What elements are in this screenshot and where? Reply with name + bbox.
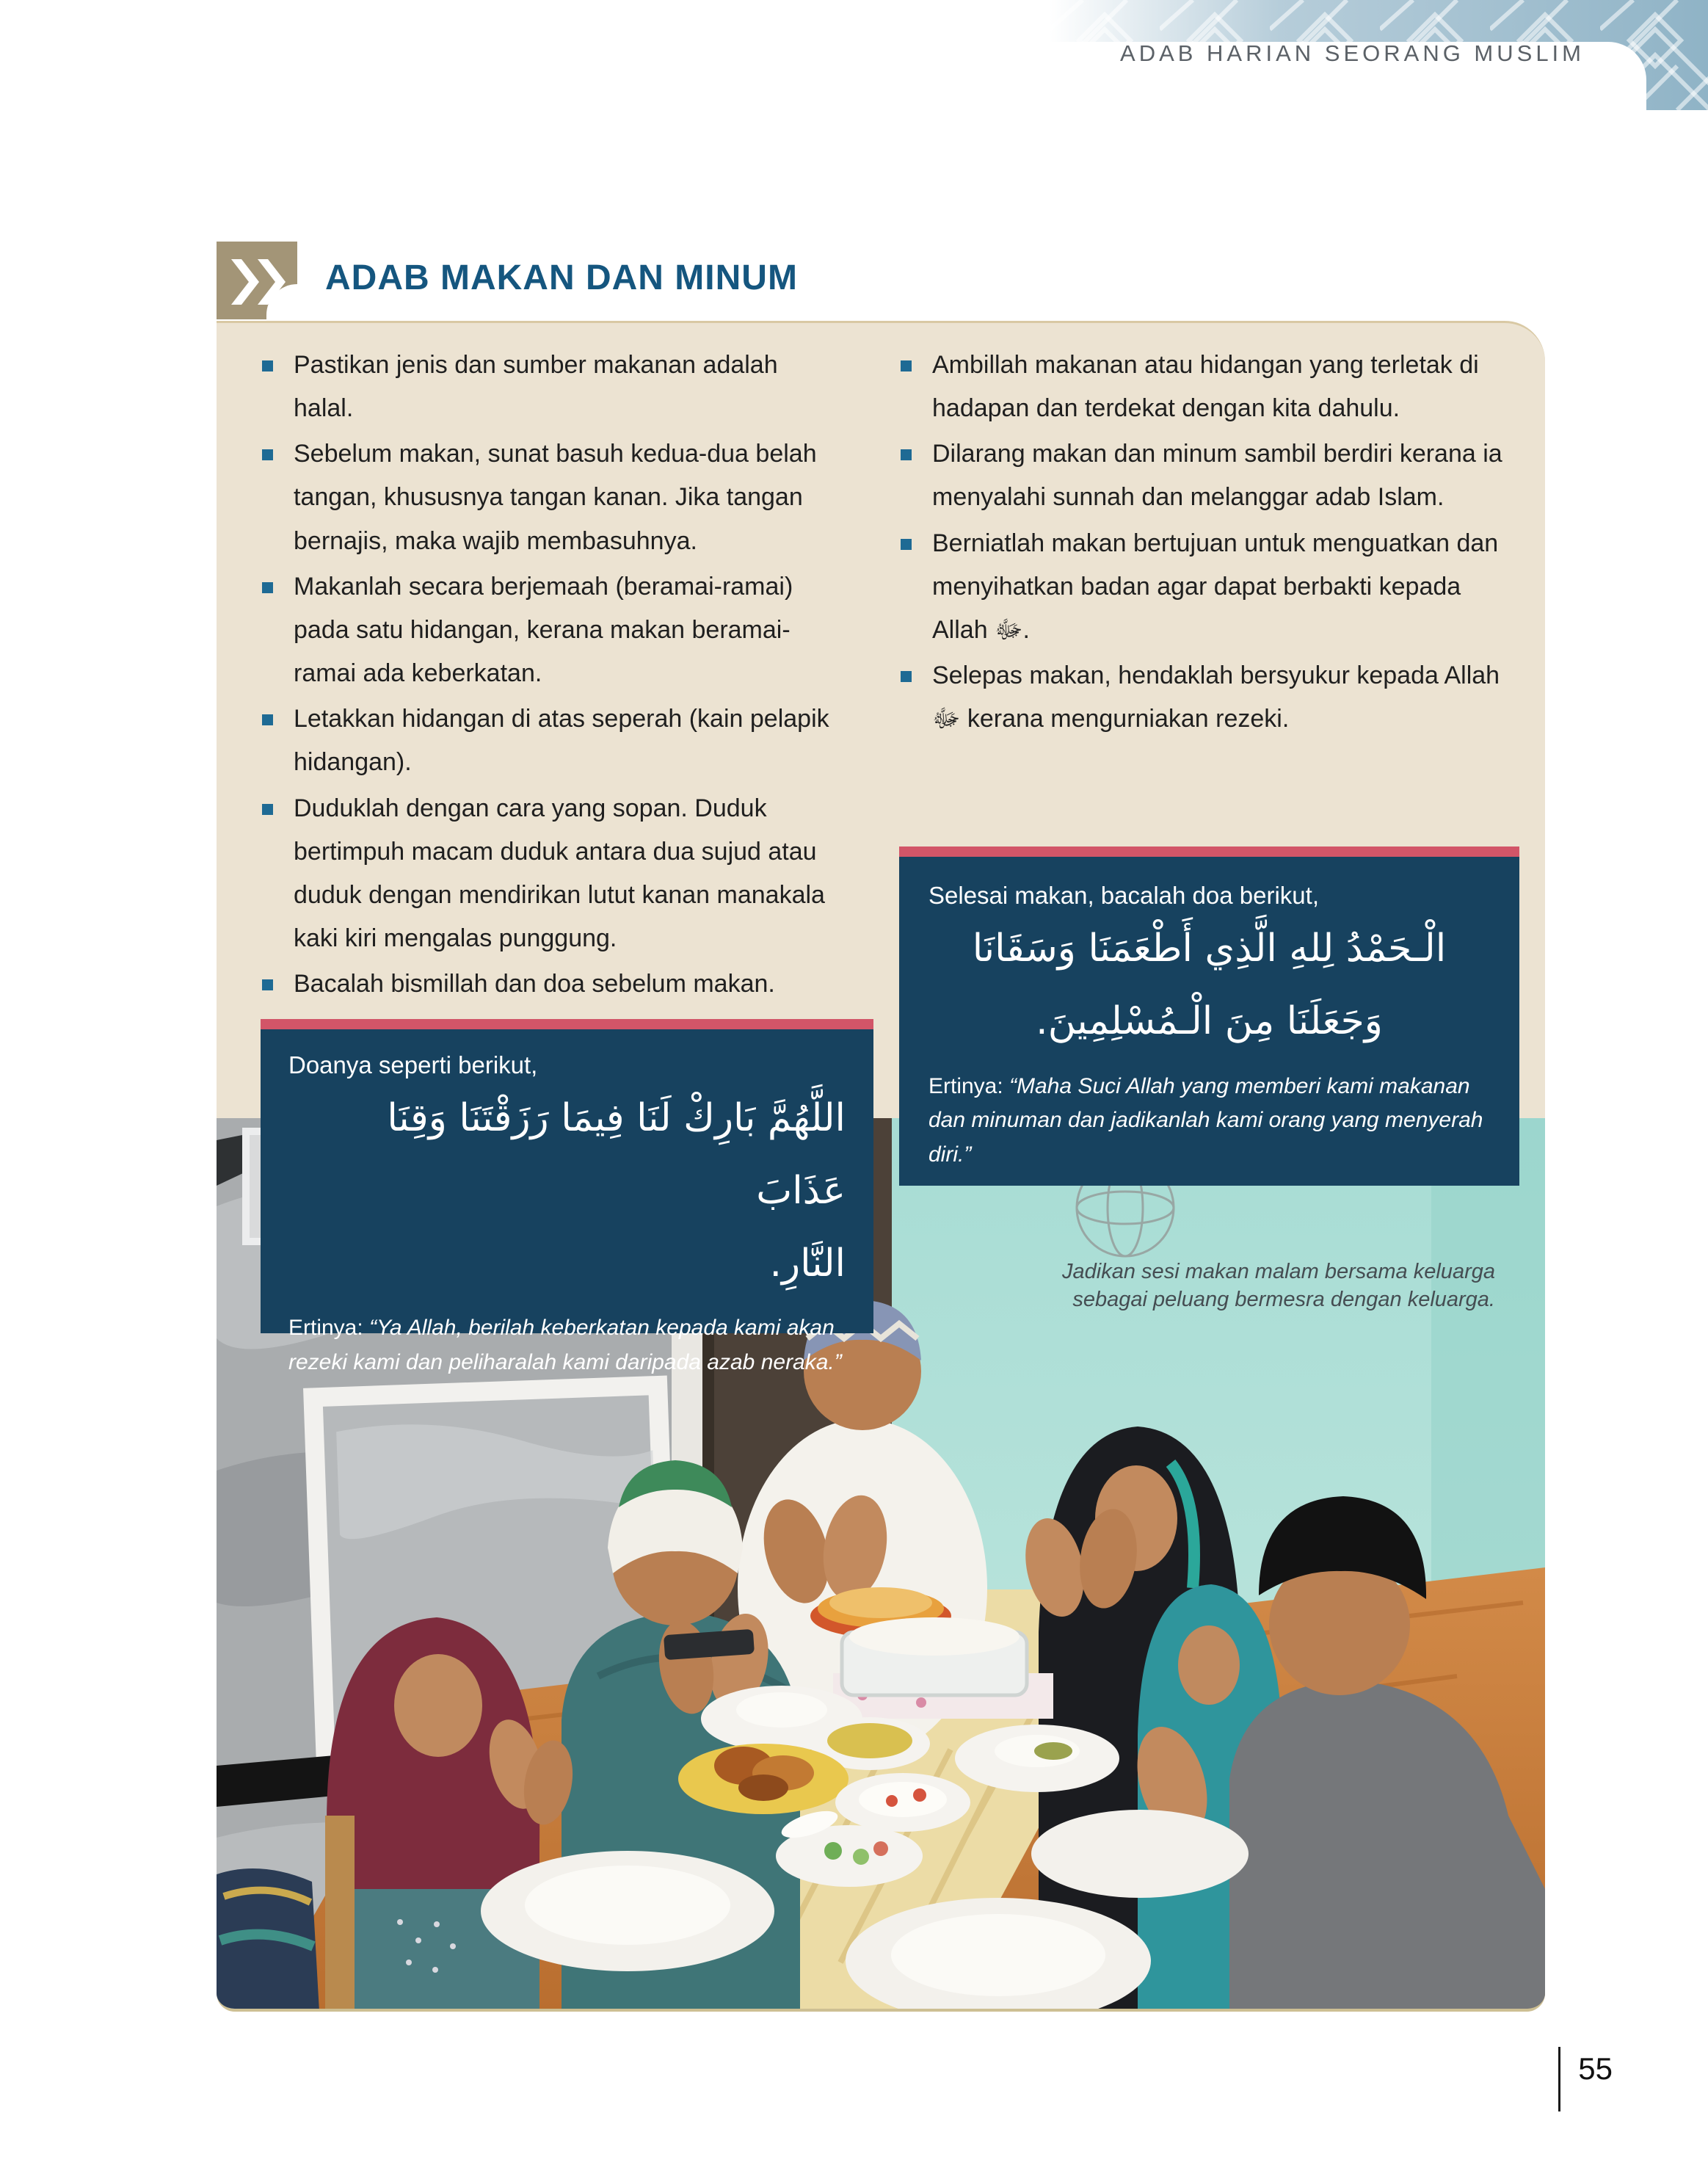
list-item: Sebelum makan, sunat basuh kedua-dua belah tangan, khususnya tangan kanan. Jika tangan bernajis, maka wajib membasuhnya.: [262, 432, 842, 562]
arabic-line: النَّارِ.: [769, 1241, 846, 1286]
dua-after-box: [899, 847, 1519, 1186]
page-number-block: [1558, 2047, 1613, 2111]
dua-after-arabic: [929, 913, 1490, 1058]
list-item: Selepas makan, hendaklah bersyukur kepada Allah ﷻ kerana mengurniakan rezeki.: [901, 654, 1502, 741]
photo-caption: Jadikan sesi makan malam bersama keluarga sebagai peluang bermesra dengan keluarga.: [1062, 1260, 1495, 1312]
dua-after-meaning: [929, 1070, 1490, 1172]
arabic-line: الْـحَمْدُ لِلهِ الَّذِي أَطْعَمَنَا وَسَقَانَا: [972, 927, 1447, 971]
list-item: Bacalah bismillah dan doa sebelum makan.: [262, 963, 842, 1006]
title-tab: [217, 242, 297, 319]
bullet-square-icon: [901, 360, 912, 371]
right-bullet-list: [901, 344, 1502, 743]
bullet-square-icon: [262, 714, 273, 725]
page-number: 55: [1578, 2051, 1613, 2086]
bullet-square-icon: [901, 671, 912, 682]
list-item: Pastikan jenis dan sumber makanan adalah halal.: [262, 344, 842, 430]
dua-before-arabic: [288, 1082, 846, 1299]
list-item: Duduklah dengan cara yang sopan. Duduk bertimpuh macam duduk antara dua sujud atau duduk dengan mendirikan lutut kanan manakala kaki kiri mengalas punggung.: [262, 787, 842, 961]
page-number-rule: [1558, 2047, 1560, 2111]
bullet-square-icon: [262, 979, 273, 990]
list-item: Dilarang makan dan minum sambil berdiri kerana ia menyalahi sunnah dan melanggar adab Islam.: [901, 432, 1502, 519]
bullet-square-icon: [901, 539, 912, 550]
list-item: Makanlah secara berjemaah (beramai-ramai) pada satu hidangan, kerana makan beramai-ramai ada keberkatan.: [262, 565, 842, 695]
meaning-quote: “Maha Suci Allah yang memberi kami makanan dan minuman dan jadikanlah kami orang yang menyerah diri.”: [929, 1073, 1483, 1167]
list-item: Ambillah makanan atau hidangan yang terletak di hadapan dan terdekat dengan kita dahulu.: [901, 344, 1502, 430]
dua-before-intro: Doanya seperti berikut,: [288, 1051, 538, 1078]
meaning-label: Ertinya:: [929, 1073, 1003, 1098]
bullet-square-icon: [262, 582, 273, 593]
dua-before-box: [261, 1019, 873, 1374]
meaning-quote: “Ya Allah, berilah keberkatan kepada kami akan rezeki kami dan peliharalah kami daripada azab neraka.”: [288, 1316, 842, 1374]
bullet-square-icon: [901, 449, 912, 460]
arabic-line: اللَّهُمَّ بَارِكْ لَنَا فِيمَا رَزَقْتَنَا وَقِنَا عَذَابَ: [387, 1096, 846, 1213]
meaning-label: Ertinya:: [288, 1316, 363, 1341]
list-item: Letakkan hidangan di atas seperah (kain pelapik hidangan).: [262, 697, 842, 784]
bullet-square-icon: [262, 804, 273, 815]
list-item: Berniatlah makan bertujuan untuk menguatkan dan menyihatkan badan agar dapat berbakti kepada Allah ﷻ.: [901, 522, 1502, 652]
header-white-underlay: [0, 110, 1708, 154]
section-title: ADAB MAKAN DAN MINUM: [325, 258, 798, 297]
content-box: [217, 321, 1545, 2012]
bullet-square-icon: [262, 449, 273, 460]
dua-before-meaning: [288, 1311, 846, 1380]
arabic-line: وَجَعَلَنَا مِنَ الْـمُسْلِمِينَ.: [1036, 998, 1383, 1043]
dua-after-intro: Selesai makan, bacalah doa berikut,: [929, 882, 1319, 909]
bullet-square-icon: [262, 360, 273, 371]
running-header: ADAB HARIAN SEORANG MUSLIM: [1120, 40, 1585, 66]
left-bullet-list: [262, 344, 842, 1008]
